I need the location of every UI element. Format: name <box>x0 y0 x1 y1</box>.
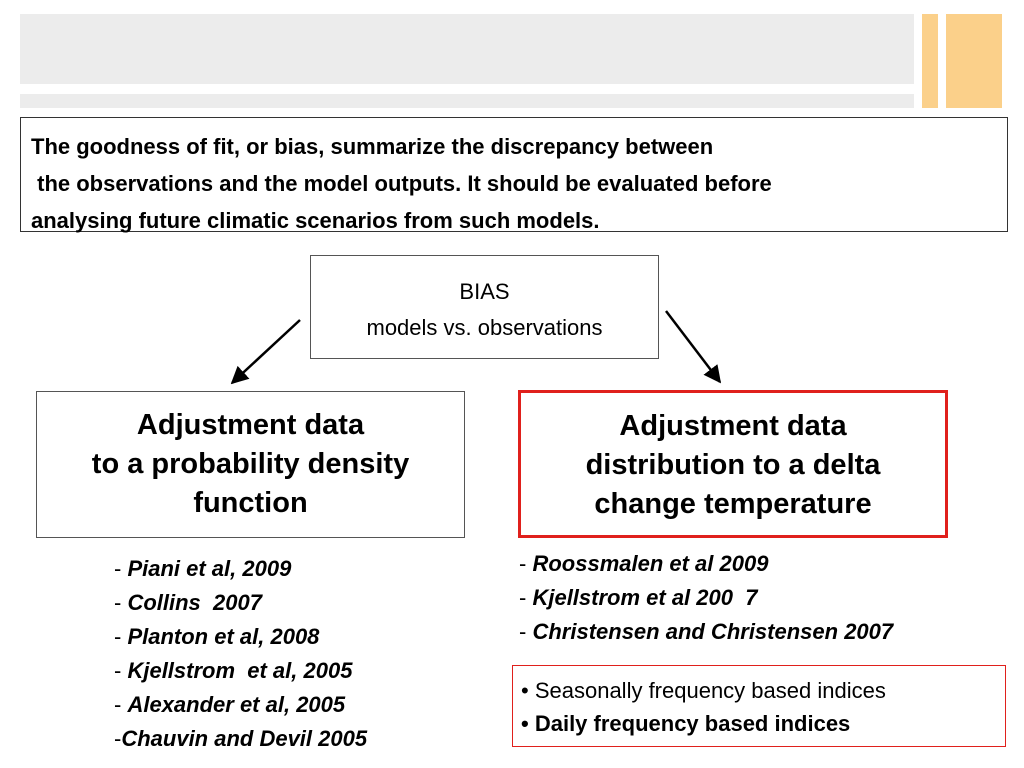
bullet-icon: • <box>521 711 529 736</box>
reference-item: - Piani et al, 2009 <box>114 556 292 581</box>
pdf-adjustment-node <box>36 391 465 538</box>
arrow-to-right <box>666 311 720 382</box>
reference-item: - Christensen and Christensen 2007 <box>519 619 894 644</box>
right-box-line: change temperature <box>594 488 872 520</box>
reference-item: - Planton et al, 2008 <box>114 624 320 649</box>
intro-line: The goodness of fit, or bias, summarize the discrepancy between <box>31 134 714 159</box>
right-reference-list <box>519 547 893 649</box>
reference-item: - Collins 2007 <box>114 590 262 615</box>
right-box-line: Adjustment data <box>619 410 847 442</box>
bias-subtitle: models vs. observations <box>366 315 603 340</box>
right-box-line: distribution to a delta <box>585 449 881 481</box>
reference-item: - Alexander et al, 2005 <box>114 692 346 717</box>
bullet-icon: • <box>521 678 529 703</box>
reference-item: -Chauvin and Devil 2005 <box>114 726 368 751</box>
indices-item: • Seasonally frequency based indices <box>521 678 886 703</box>
indices-item: • Daily frequency based indices <box>521 711 851 736</box>
reference-item: - Kjellstrom et al 200 7 <box>519 585 758 610</box>
indices-box <box>512 665 1006 747</box>
left-box-line: Adjustment data <box>136 409 365 441</box>
delta-change-node <box>518 390 948 538</box>
intro-line: analysing future climatic scenarios from such models. <box>31 208 600 233</box>
left-box-line: to a probability density <box>91 448 410 480</box>
arrow-to-left <box>232 320 300 383</box>
left-reference-list <box>114 552 367 756</box>
reference-item: - Kjellstrom et al, 2005 <box>114 658 353 683</box>
left-box-line: function <box>193 487 308 519</box>
bias-title: BIAS <box>459 279 510 304</box>
intro-line: the observations and the model outputs. It should be evaluated before <box>31 171 772 196</box>
reference-item: - Roossmalen et al 2009 <box>519 551 769 576</box>
